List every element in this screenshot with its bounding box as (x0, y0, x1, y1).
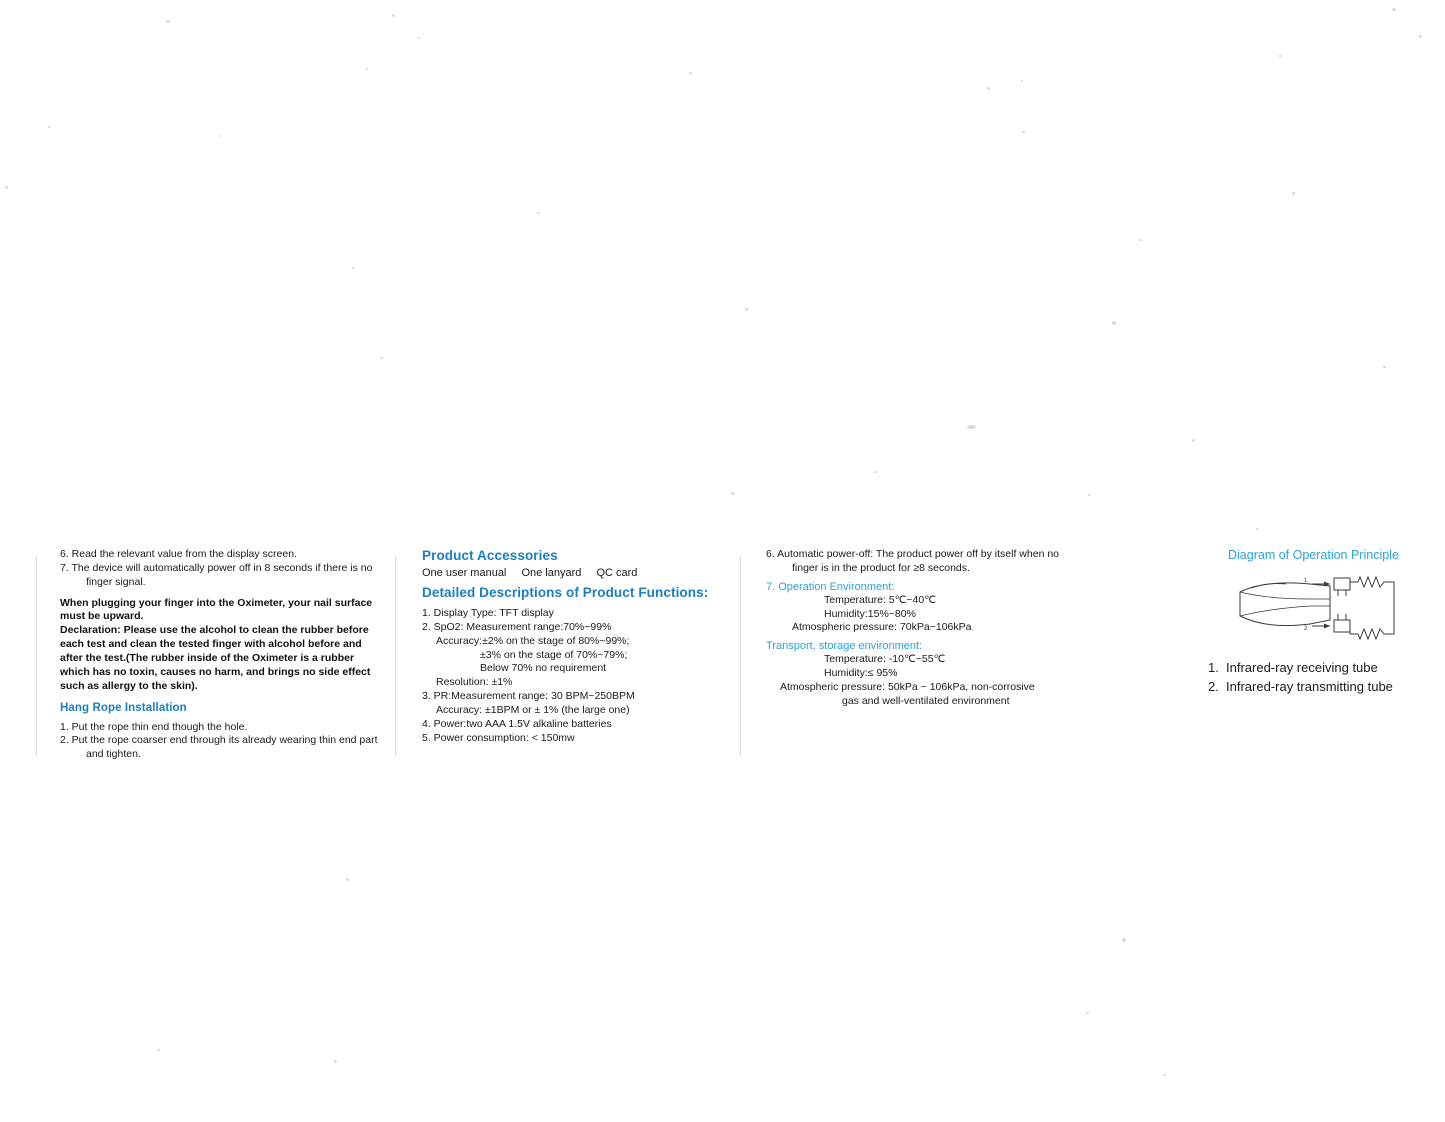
accessory-item-lanyard: One lanyard (521, 567, 582, 579)
speck (334, 1060, 337, 1063)
operation-environment-heading: 7. Operation Environment: (766, 580, 895, 593)
speck (166, 20, 170, 23)
declaration-line-5: such as allergy to the skin). (60, 679, 198, 692)
speck (967, 425, 976, 429)
column-instructions (60, 548, 410, 762)
speck (1021, 80, 1023, 82)
hang-rope-heading: Hang Rope Installation (60, 701, 187, 714)
manual-panel (36, 548, 1408, 771)
declaration-line-3: after the test.(The rubber inside of the Oximeter is a rubber (60, 652, 355, 665)
declaration-line-2: each test and clean the tested finger with alcohol before and (60, 638, 362, 651)
function-pr-range: 3. PR:Measurement range: 30 BPM~250BPM (422, 690, 635, 703)
transport-humidity: Humidity:≤ 95% (824, 667, 898, 680)
speck (366, 68, 368, 70)
accessories-heading: Product Accessories (422, 548, 558, 563)
column-diagram (1186, 548, 1426, 698)
note-line-2: must be upward. (60, 610, 144, 623)
speck (1122, 938, 1126, 942)
speck (1383, 366, 1386, 368)
function-power: 4. Power:two AAA 1.5V alkaline batteries (422, 717, 612, 730)
speck (874, 471, 877, 473)
step-6: 6. Read the relevant value from the display screen. (60, 548, 297, 560)
legend-label-2: Infrared-ray transmitting tube (1226, 679, 1393, 694)
callout-1: 1 (1304, 578, 1308, 584)
function-power-consumption: 5. Power consumption: < 150mw (422, 731, 575, 744)
speck (392, 14, 395, 17)
step-7-cont: finger signal. (86, 575, 146, 588)
speck (1292, 192, 1295, 195)
speck (48, 126, 51, 128)
speck (1192, 439, 1195, 442)
speck (380, 357, 383, 359)
diagram-legend (1186, 660, 1426, 694)
speck (352, 267, 355, 269)
function-spo2-range: 2. SpO2: Measurement range:70%~99% (422, 620, 612, 633)
legend-item-2 (1208, 679, 1426, 694)
speck (731, 492, 734, 495)
operation-principle-diagram (1238, 572, 1418, 644)
note-line-1: When plugging your finger into the Oximeter, your nail surface (60, 596, 373, 609)
speck (157, 1049, 160, 1051)
speck (1279, 55, 1282, 57)
hang-rope-step-2-cont: and tighten. (86, 748, 141, 761)
declaration-line-4: which has no toxin, causes no harm, and brings no side effect (60, 665, 371, 678)
speck (689, 72, 692, 74)
speck (987, 87, 990, 90)
auto-power-off-line-2: finger is in the product for ≥8 seconds. (792, 561, 970, 574)
diagram-title: Diagram of Operation Principle (1228, 548, 1399, 562)
speck (1139, 239, 1142, 241)
diagram-svg (1238, 572, 1418, 644)
function-pr-accuracy: Accuracy: ±1BPM or ± 1% (the large one) (436, 704, 630, 717)
transport-pressure: Atmospheric pressure: 50kPa ~ 106kPa, non-corrosive (780, 681, 1035, 694)
function-spo2-accuracy-2: ±3% on the stage of 70%~79%; (480, 648, 628, 661)
function-display-type: 1. Display Type: TFT display (422, 607, 554, 619)
speck (5, 186, 8, 189)
column-accessories (422, 548, 752, 746)
speck (1392, 8, 1396, 11)
functions-heading: Detailed Descriptions of Product Functions: (422, 585, 709, 600)
callout-2: 2 (1304, 626, 1308, 632)
divider-left (36, 556, 37, 756)
transport-temperature: Temperature: -10℃~55℃ (824, 653, 946, 666)
speck (537, 212, 540, 214)
speck (1086, 1012, 1089, 1014)
speck (1419, 35, 1422, 38)
accessory-item-manual: One user manual (422, 567, 507, 579)
speck (1163, 1074, 1166, 1076)
accessories-list (422, 567, 752, 579)
speck (418, 37, 420, 39)
legend-item-1 (1208, 660, 1426, 675)
step-7: 7. The device will automatically power off in 8 seconds if there is no (60, 561, 373, 574)
operation-temperature: Temperature: 5℃~40℃ (824, 593, 937, 606)
legend-number-2: 2. (1208, 679, 1219, 694)
accessory-item-qc-card: QC card (596, 567, 638, 579)
legend-number-1: 1. (1208, 660, 1219, 675)
declaration-line-1: Declaration: Please use the alcohol to clean the rubber before (60, 624, 369, 637)
hang-rope-step-1: 1. Put the rope thin end though the hole. (60, 720, 248, 733)
operation-pressure: Atmospheric pressure: 70kPa~106kPa (792, 621, 972, 634)
function-spo2-resolution: Resolution: ±1% (436, 676, 513, 689)
speck (1022, 131, 1025, 133)
transport-pressure-cont: gas and well-ventilated environment (842, 694, 1010, 707)
column-environment (766, 548, 1096, 709)
legend-label-1: Infrared-ray receiving tube (1226, 660, 1378, 675)
function-spo2-accuracy-1: Accuracy:±2% on the stage of 80%~99%; (436, 634, 630, 647)
speck (346, 878, 349, 881)
operation-humidity: Humidity:15%~80% (824, 607, 916, 620)
hang-rope-step-2: 2. Put the rope coarser end through its already wearing thin end part (60, 734, 378, 747)
speck (1088, 494, 1091, 496)
auto-power-off-line-1: 6. Automatic power-off: The product power off by itself when no (766, 548, 1060, 560)
speck (745, 308, 748, 311)
transport-environment-heading: Transport, storage environment: (766, 640, 923, 653)
speck (1256, 528, 1259, 530)
speck (1112, 321, 1116, 325)
speck (219, 135, 221, 137)
function-spo2-accuracy-3: Below 70% no requirement (480, 662, 607, 675)
